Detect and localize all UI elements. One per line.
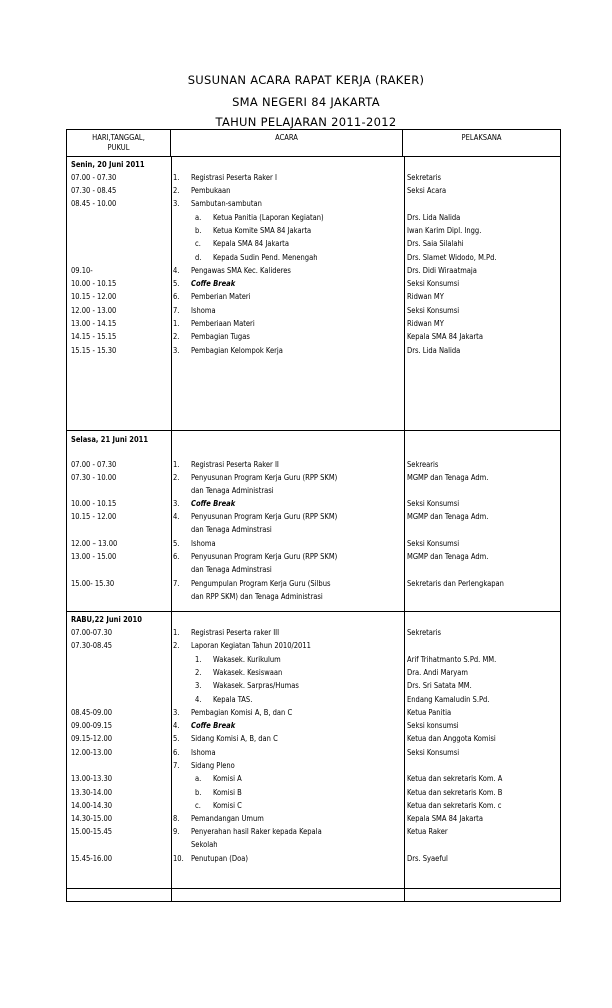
agenda-item: Pengawas SMA Kec. Kalideres xyxy=(191,266,291,275)
agenda-item: Coffe Break xyxy=(191,279,236,288)
executor-cell: Drs. Sri Satata MM. xyxy=(407,681,472,690)
item-number: 2. xyxy=(173,186,180,195)
time-cell: 15.00-15.45 xyxy=(71,827,113,836)
time-cell: 08.45 - 10.00 xyxy=(71,199,117,208)
agenda-item: Pembagian Tugas xyxy=(191,332,250,341)
item-number: 6. xyxy=(173,552,180,561)
time-cell: 14.15 - 15.15 xyxy=(71,332,117,341)
agenda-item: Sidang Komisi A, B, dan C xyxy=(191,734,278,743)
table-row xyxy=(67,225,560,237)
agenda-continuation: dan RPP SKM) dan Tenaga Administrasi xyxy=(191,592,323,601)
day-heading: Selasa, 21 Juni 2011 xyxy=(71,435,149,444)
time-cell: 15.15 - 15.30 xyxy=(71,346,117,355)
item-number: 4. xyxy=(173,266,180,275)
table-row xyxy=(67,511,560,523)
table-row xyxy=(67,614,560,626)
item-number: 8. xyxy=(173,814,180,823)
table-row xyxy=(67,278,560,290)
executor-cell: Ketua Panitia xyxy=(407,708,452,717)
table-body xyxy=(67,157,560,901)
agenda-subitem: Wakasek. Kurikulum xyxy=(213,655,281,664)
time-cell: 15.00- 15.30 xyxy=(71,579,115,588)
time-cell: 07.00 - 07.30 xyxy=(71,460,117,469)
item-number: 3. xyxy=(173,499,180,508)
agenda-item: Pemberiaan Materi xyxy=(191,319,255,328)
table-row xyxy=(67,172,560,184)
executor-cell: Seksi Konsumsi xyxy=(407,539,460,548)
time-cell: 15.45-16.00 xyxy=(71,854,113,863)
day-section xyxy=(67,889,560,901)
item-number: 4. xyxy=(173,512,180,521)
executor-cell: Seksi Konsumsi xyxy=(407,279,460,288)
item-number: 4. xyxy=(173,721,180,730)
agenda-item: Registrasi Peserta Raker I xyxy=(191,173,277,182)
executor-cell: Drs. Slamet Widodo, M.Pd. xyxy=(407,253,497,262)
time-cell: 07.30 - 08.45 xyxy=(71,186,117,195)
agenda-item: Coffe Break xyxy=(191,499,236,508)
agenda-subitem: Komisi B xyxy=(213,788,242,797)
table-row xyxy=(67,212,560,224)
executor-cell: Seksi konsumsi xyxy=(407,721,459,730)
item-number: 7. xyxy=(173,306,180,315)
table-row xyxy=(67,680,560,692)
time-cell: 10.15 - 12.00 xyxy=(71,292,117,301)
table-row xyxy=(67,305,560,317)
agenda-subitem: Wakasek. Sarpras/Humas xyxy=(213,681,299,690)
executor-cell: Kepala SMA 84 Jakarta xyxy=(407,332,483,341)
agenda-continuation: Sekolah xyxy=(191,840,218,849)
executor-cell: Seksi Konsumsi xyxy=(407,499,460,508)
item-number: 10. xyxy=(173,854,184,863)
subitem-marker: c. xyxy=(195,801,201,810)
subitem-marker: a. xyxy=(195,774,202,783)
executor-cell: Ketua dan sekretaris Kom. c xyxy=(407,801,502,810)
item-number: 2. xyxy=(173,473,180,482)
subitem-marker: b. xyxy=(195,226,202,235)
item-number: 1. xyxy=(173,628,180,637)
table-row xyxy=(67,252,560,264)
table-row xyxy=(67,694,560,706)
item-number: 6. xyxy=(173,292,180,301)
table-row xyxy=(67,787,560,799)
table-row xyxy=(67,773,560,785)
table-row xyxy=(67,318,560,330)
day-section xyxy=(67,612,560,889)
time-cell: 07.30-08.45 xyxy=(71,641,113,650)
item-number: 6. xyxy=(173,748,180,757)
time-cell: 09.10- xyxy=(71,266,93,275)
executor-cell: Ridwan MY xyxy=(407,319,444,328)
header-agenda: ACARA xyxy=(171,130,403,156)
executor-cell: Arif Trihatmanto S.Pd. MM. xyxy=(407,655,497,664)
time-cell: 14.30-15.00 xyxy=(71,814,113,823)
column-divider xyxy=(171,889,172,901)
day-section xyxy=(67,157,560,431)
time-cell: 10.00 - 10.15 xyxy=(71,499,117,508)
table-row xyxy=(67,720,560,732)
item-number: 3. xyxy=(173,708,180,717)
subitem-marker: 4. xyxy=(195,695,202,704)
table-row xyxy=(67,345,560,357)
agenda-item: Penutupan (Doa) xyxy=(191,854,248,863)
agenda-item: Pembagian Komisi A, B, dan C xyxy=(191,708,293,717)
table-row xyxy=(67,853,560,865)
agenda-subitem: Komisi A xyxy=(213,774,242,783)
table-row xyxy=(67,238,560,250)
time-cell: 07.30 - 10.00 xyxy=(71,473,117,482)
agenda-item: Ishoma xyxy=(191,539,216,548)
agenda-subitem: Kepala SMA 84 Jakarta xyxy=(213,239,289,248)
subitem-marker: b. xyxy=(195,788,202,797)
table-row xyxy=(67,498,560,510)
agenda-item: Ishoma xyxy=(191,748,216,757)
time-cell: 12.00 – 13.00 xyxy=(71,539,118,548)
day-section xyxy=(67,431,560,612)
table-row xyxy=(67,747,560,759)
table-row xyxy=(67,472,560,484)
table-row xyxy=(67,291,560,303)
doc-title-line2: SMA NEGERI 84 JAKARTA xyxy=(232,95,380,109)
agenda-item: Laporan Kegiatan Tahun 2010/2011 xyxy=(191,641,311,650)
table-header xyxy=(67,130,560,157)
time-cell: 10.15 - 12.00 xyxy=(71,512,117,521)
executor-cell: Ketua dan sekretaris Kom. A xyxy=(407,774,503,783)
time-cell: 14.00-14.30 xyxy=(71,801,113,810)
subitem-marker: a. xyxy=(195,213,202,222)
table-row xyxy=(67,640,560,652)
executor-cell: Seksi Acara xyxy=(407,186,447,195)
time-cell: 09.00-09.15 xyxy=(71,721,113,730)
subitem-marker: c. xyxy=(195,239,201,248)
item-number: 1. xyxy=(173,319,180,328)
executor-cell: Iwan Karim Dipl. Ingg. xyxy=(407,226,482,235)
agenda-item: Pengumpulan Program Kerja Guru (Silbus xyxy=(191,579,331,588)
item-number: 2. xyxy=(173,641,180,650)
executor-cell: Drs. Didi Wiraatmaja xyxy=(407,266,477,275)
item-number: 9. xyxy=(173,827,180,836)
header-date-time-line1: HARI,TANGGAL, xyxy=(92,133,145,142)
agenda-item: Sidang Pleno xyxy=(191,761,235,770)
executor-cell: Drs. Lida Nalida xyxy=(407,213,461,222)
executor-cell: Drs. Saia Silalahi xyxy=(407,239,464,248)
header-date-time xyxy=(67,130,171,156)
table-row xyxy=(67,800,560,812)
agenda-continuation: dan Tenaga Adminstrasi xyxy=(191,525,272,534)
table-row xyxy=(67,459,560,471)
subitem-marker: 1. xyxy=(195,655,202,664)
subitem-marker: d. xyxy=(195,253,202,262)
table-row xyxy=(67,813,560,825)
time-cell: 13.00 - 14.15 xyxy=(71,319,117,328)
doc-title-line1: SUSUNAN ACARA RAPAT KERJA (RAKER) xyxy=(187,73,425,87)
agenda-continuation: dan Tenaga Adminstrasi xyxy=(191,565,272,574)
time-cell: 13.00 - 15.00 xyxy=(71,552,117,561)
executor-cell: Endang Kamaludin S.Pd. xyxy=(407,695,490,704)
executor-cell: Sekretaris xyxy=(407,628,442,637)
executor-cell: Sekretaris dan Perlengkapan xyxy=(407,579,504,588)
table-row xyxy=(67,826,560,838)
agenda-item: Penyerahan hasil Raker kepada Kepala xyxy=(191,827,322,836)
table-row xyxy=(67,627,560,639)
table-row xyxy=(67,524,560,536)
table-row xyxy=(67,159,560,171)
time-cell: 07.00-07.30 xyxy=(71,628,113,637)
table-row xyxy=(67,185,560,197)
item-number: 7. xyxy=(173,761,180,770)
table-row xyxy=(67,733,560,745)
doc-title-line3: TAHUN PELAJARAN 2011-2012 xyxy=(215,115,397,129)
time-cell: 09.15-12.00 xyxy=(71,734,113,743)
table-row xyxy=(67,667,560,679)
table-row xyxy=(67,331,560,343)
table-row xyxy=(67,839,560,851)
agenda-item: Pembukaan xyxy=(191,186,231,195)
header-date-time-line2: PUKUL xyxy=(107,143,130,152)
executor-cell: Kepala SMA 84 Jakarta xyxy=(407,814,483,823)
executor-cell: Ridwan MY xyxy=(407,292,444,301)
agenda-continuation: dan Tenaga Administrasi xyxy=(191,486,274,495)
table-row xyxy=(67,538,560,550)
agenda-item: Penyusunan Program Kerja Guru (RPP SKM) xyxy=(191,512,338,521)
day-heading: RABU,22 Juni 2010 xyxy=(71,615,142,624)
agenda-item: Ishoma xyxy=(191,306,216,315)
agenda-item: Registrasi Peserta Raker II xyxy=(191,460,279,469)
agenda-item: Coffe Break xyxy=(191,721,236,730)
executor-cell: Ketua Raker xyxy=(407,827,448,836)
agenda-subitem: Kepada Sudin Pend. Menengah xyxy=(213,253,318,262)
time-cell: 10.00 - 10.15 xyxy=(71,279,117,288)
item-number: 5. xyxy=(173,734,180,743)
table-row xyxy=(67,434,560,446)
table-row xyxy=(67,707,560,719)
executor-cell: Drs. Syaeful xyxy=(407,854,448,863)
table-row xyxy=(67,485,560,497)
executor-cell: MGMP dan Tenaga Adm. xyxy=(407,552,489,561)
executor-cell: Drs. Lida Nalida xyxy=(407,346,461,355)
executor-cell: Seksi Konsumsi xyxy=(407,748,460,757)
table-row xyxy=(67,551,560,563)
time-cell: 07.00 - 07.30 xyxy=(71,173,117,182)
header-executor: PELAKSANA xyxy=(461,133,502,142)
agenda-item: Pemberian Materi xyxy=(191,292,251,301)
time-cell: 12.00-13.00 xyxy=(71,748,113,757)
schedule-table xyxy=(66,129,561,902)
table-row xyxy=(67,265,560,277)
subitem-marker: 3. xyxy=(195,681,202,690)
agenda-item: Pembagian Kelompok Kerja xyxy=(191,346,283,355)
executor-cell: Ketua dan Anggota Komisi xyxy=(407,734,496,743)
executor-cell: Seksi Konsumsi xyxy=(407,306,460,315)
item-number: 7. xyxy=(173,579,180,588)
item-number: 5. xyxy=(173,279,180,288)
item-number: 2. xyxy=(173,332,180,341)
agenda-item: Pemandangan Umum xyxy=(191,814,264,823)
agenda-item: Penyusunan Program Kerja Guru (RPP SKM) xyxy=(191,473,338,482)
table-row xyxy=(67,564,560,576)
agenda-subitem: Ketua Komite SMA 84 Jakarta xyxy=(213,226,312,235)
time-cell: 13.00-13.30 xyxy=(71,774,113,783)
agenda-subitem: Wakasek. Kesiswaan xyxy=(213,668,283,677)
table-row xyxy=(67,654,560,666)
executor-cell: MGMP dan Tenaga Adm. xyxy=(407,512,489,521)
executor-cell: Ketua dan sekretaris Kom. B xyxy=(407,788,503,797)
item-number: 3. xyxy=(173,199,180,208)
table-row xyxy=(67,198,560,210)
item-number: 3. xyxy=(173,346,180,355)
executor-cell: Sekretaris xyxy=(407,173,442,182)
item-number: 1. xyxy=(173,173,180,182)
agenda-item: Registrasi Peserta raker III xyxy=(191,628,280,637)
column-divider xyxy=(404,889,405,901)
executor-cell: Sekrearis xyxy=(407,460,439,469)
agenda-item: Sambutan-sambutan xyxy=(191,199,262,208)
time-cell: 08.45-09.00 xyxy=(71,708,113,717)
day-heading: Senin, 20 Juni 2011 xyxy=(71,160,145,169)
agenda-subitem: Ketua Panitia (Laporan Kegiatan) xyxy=(213,213,324,222)
item-number: 5. xyxy=(173,539,180,548)
agenda-item: Penyusunan Program Kerja Guru (RPP SKM) xyxy=(191,552,338,561)
table-row xyxy=(67,591,560,603)
subitem-marker: 2. xyxy=(195,668,202,677)
table-row xyxy=(67,578,560,590)
executor-cell: MGMP dan Tenaga Adm. xyxy=(407,473,489,482)
agenda-subitem: Kepala TAS. xyxy=(213,695,253,704)
time-cell: 12.00 - 13.00 xyxy=(71,306,117,315)
executor-cell: Dra. Andi Maryam xyxy=(407,668,469,677)
table-row xyxy=(67,760,560,772)
item-number: 1. xyxy=(173,460,180,469)
agenda-subitem: Komisi C xyxy=(213,801,242,810)
time-cell: 13.30-14.00 xyxy=(71,788,113,797)
